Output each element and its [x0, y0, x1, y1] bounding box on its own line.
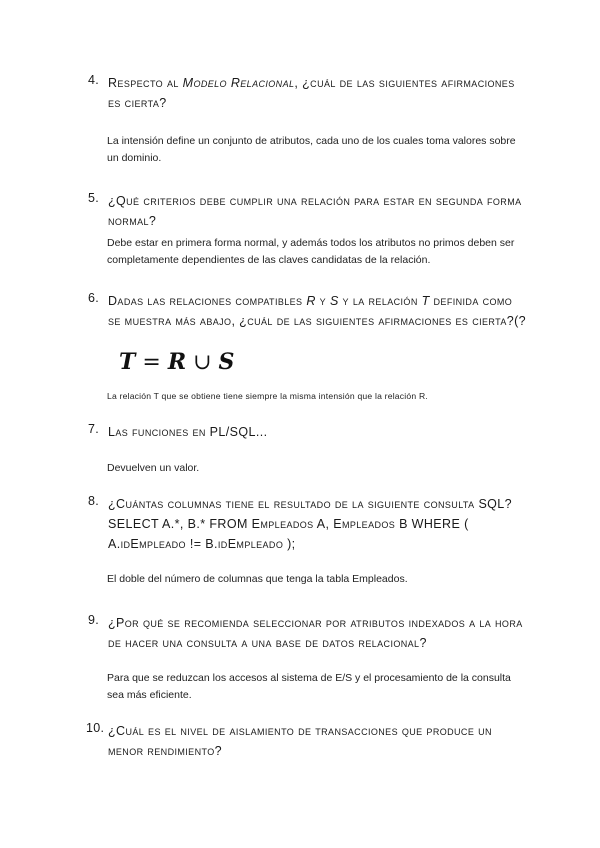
question-text: ¿Por qué se recomienda seleccionar por atributos indexados a la hora de hacer una consulta a una base de datos relacional? — [108, 616, 523, 650]
formula-lhs: T — [119, 349, 136, 375]
question-text: ¿Cuántas columnas tiene el resultado de la siguiente consulta SQL? SELECT A.*, B.* FROM Empleados A, Empleados B WHERE ( A.idEmpleado != B.idEmpleado ); — [108, 497, 513, 551]
question-number: 9. — [88, 613, 100, 627]
answer-8: El doble del número de columnas que tenga la tabla Empleados. — [107, 573, 408, 585]
answer-7: Devuelven un valor. — [107, 462, 200, 474]
question-text: ¿Cuál es el nivel de aislamiento de transacciones que produce un menor rendimiento? — [108, 724, 492, 758]
relation-t: T — [421, 294, 430, 308]
question-number: 10. — [86, 721, 105, 735]
relation-s: S — [329, 294, 339, 308]
formula-s: S — [218, 349, 235, 375]
formula — [119, 349, 234, 375]
question-7 — [88, 422, 528, 442]
question-10 — [88, 721, 528, 761]
question-6 — [88, 291, 528, 331]
question-number: 6. — [88, 291, 100, 305]
answer-9: Para que se reduzcan los accesos al sistema de E/S y el procesamiento de la consulta sea más eficiente. — [107, 672, 511, 701]
question-text-italic: Modelo Relacional — [182, 76, 295, 90]
formula-r: R — [167, 349, 187, 375]
question-text-part: Dadas las relaciones compatibles — [108, 294, 307, 308]
question-number: 7. — [88, 422, 100, 436]
question-text — [108, 73, 528, 113]
question-text: ¿Qué criterios debe cumplir una relación para estar en segunda forma normal? — [108, 194, 522, 228]
question-text — [108, 291, 528, 331]
answer-6: La relación T que se obtiene tiene siempre la misma intensión que la relación R. — [107, 391, 428, 401]
question-9 — [88, 613, 528, 653]
question-5 — [88, 191, 528, 231]
question-text-part: , ¿cuál de las siguientes afirmaciones es cierta? — [108, 76, 515, 110]
formula-union: ∪ — [193, 350, 212, 375]
question-text-part: y — [315, 294, 330, 308]
question-8 — [88, 494, 528, 554]
question-number: 5. — [88, 191, 100, 205]
question-text-part: y la relación — [338, 294, 422, 308]
answer-4: La intensión define un conjunto de atributos, cada uno de los cuales toma valores sobre un dominio. — [107, 135, 516, 164]
question-text: Las funciones en PL/SQL... — [108, 425, 268, 439]
answer-5: Debe estar en primera forma normal, y además todos los atributos no primos deben ser completamente dependientes de las claves candidatas de la relación. — [107, 237, 515, 266]
question-number: 8. — [88, 494, 100, 508]
relation-r: R — [306, 294, 316, 308]
question-text-part: definida como se muestra más abajo, ¿cuál de las siguientes afirmaciones es cierta?(? — [108, 294, 527, 328]
formula-equals: = — [142, 350, 161, 375]
question-number: 4. — [88, 73, 100, 87]
question-text-part: Respecto al — [108, 76, 183, 90]
question-4 — [88, 73, 528, 113]
